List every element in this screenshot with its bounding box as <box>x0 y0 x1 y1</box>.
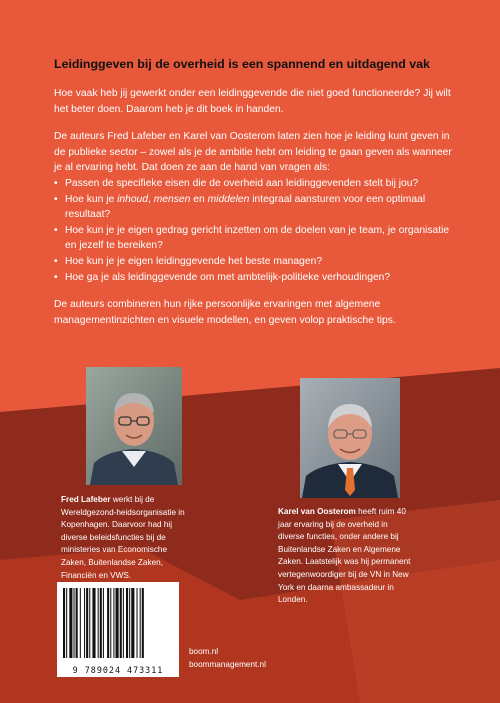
barcode-bar <box>80 588 81 658</box>
barcode-bar <box>103 588 104 658</box>
barcode <box>57 582 179 677</box>
q2-italic-mensen: mensen <box>153 193 191 205</box>
intro-paragraph: Hoe vaak heb jij gewerkt onder een leidinggevende die niet goed functioneerde? Jij wilt het beter doen. Daarom heb je dit boek in handen. <box>54 88 451 115</box>
barcode-bars <box>57 582 179 662</box>
author-bio-fred-lafeber <box>61 494 187 582</box>
barcode-bar <box>92 588 95 658</box>
author-name: Karel van Oosterom <box>278 507 356 516</box>
isbn-number: 9 789024 473311 <box>72 665 164 675</box>
barcode-bar <box>123 588 124 658</box>
list-item <box>54 192 454 223</box>
list-item: • Hoe ga je als leidinggevende om met ambtelijk-politieke verhoudingen? <box>54 270 454 286</box>
headline: Leidinggeven bij de overheid is een spannend en uitdagend vak <box>54 57 430 71</box>
list-item: • Hoe kun je je eigen leidinggevende het beste managen? <box>54 254 454 270</box>
link-boom[interactable]: boom.nl <box>189 647 219 656</box>
barcode-bar <box>126 588 128 658</box>
barcode-bar <box>84 588 85 658</box>
list-item: • Hoe kun je je eigen gedrag gericht inzetten om de doelen van je team, je organisatie en jezelf te bereiken? <box>54 223 454 254</box>
q2-italic-inhoud: inhoud <box>117 193 149 205</box>
author-bio-text: werkt bij de Wereldgezond-heidsorganisatie in Kopenhagen. Daarvoor had hij diverse beleidsfuncties bij de ministeries van Economische Zaken, Buitenlandse Zaken, Financiën en VWS. <box>61 495 185 580</box>
authors-paragraph: De auteurs Fred Lafeber en Karel van Oosterom laten zien hoe je leiding kunt geven in de publieke sector – zowel als je de ambitie hebt om leiding te gaan geven als wanneer je al ervaring hebt. Dat doen ze aan de hand van vragen als: <box>54 131 452 174</box>
author-photo-karel-van-oosterom <box>300 378 400 498</box>
q2-text-post: integraal aansturen voor een optimaal resultaat? <box>65 193 426 221</box>
barcode-bar <box>120 588 122 658</box>
barcode-bar <box>74 588 75 658</box>
barcode-bar <box>113 588 114 658</box>
barcode-bar <box>66 588 67 658</box>
barcode-bar <box>89 588 90 658</box>
link-boommanagement[interactable]: boommanagement.nl <box>189 660 266 669</box>
q2-text-sep2: en <box>190 193 208 205</box>
barcode-bar <box>142 588 144 658</box>
barcode-bar <box>107 588 109 658</box>
q2-italic-middelen: middelen <box>207 193 250 205</box>
barcode-bar <box>129 588 130 658</box>
main-text <box>54 56 454 340</box>
barcode-bar <box>63 588 65 658</box>
author-bio-karel-van-oosterom <box>278 506 412 607</box>
author-name: Fred Lafeber <box>61 495 111 504</box>
barcode-bar <box>100 588 102 658</box>
barcode-bar <box>131 588 134 658</box>
barcode-bar <box>98 588 99 658</box>
barcode-bar <box>116 588 119 658</box>
author-photo-fred-lafeber <box>86 367 182 485</box>
question-list <box>54 176 454 285</box>
closing-paragraph: De auteurs combineren hun rijke persoonlijke ervaringen met algemene managementinzichten en visuele modellen, en geven volop praktische tips. <box>54 299 396 326</box>
barcode-bar <box>110 588 111 658</box>
barcode-bar <box>137 588 138 658</box>
website-links <box>189 645 266 671</box>
barcode-bar <box>86 588 88 658</box>
list-item: • Passen de specifieke eisen die de overheid aan leidinggevenden stelt bij jou? <box>54 176 454 192</box>
barcode-bar <box>76 588 78 658</box>
q2-text-sep1: , <box>148 193 154 205</box>
barcode-bar <box>140 588 141 658</box>
author-bio-text: heeft ruim 40 jaar ervaring bij de overheid in diverse functies, onder andere bij Buitenlandse Zaken en Algemene Zaken. Laatstelijk was hij permanent vertegenwoordiger bij de VN in New York en daarna ambassadeur in Londen. <box>278 507 411 605</box>
barcode-bar <box>69 588 72 658</box>
q2-text-pre: Hoe kun je <box>65 193 118 205</box>
